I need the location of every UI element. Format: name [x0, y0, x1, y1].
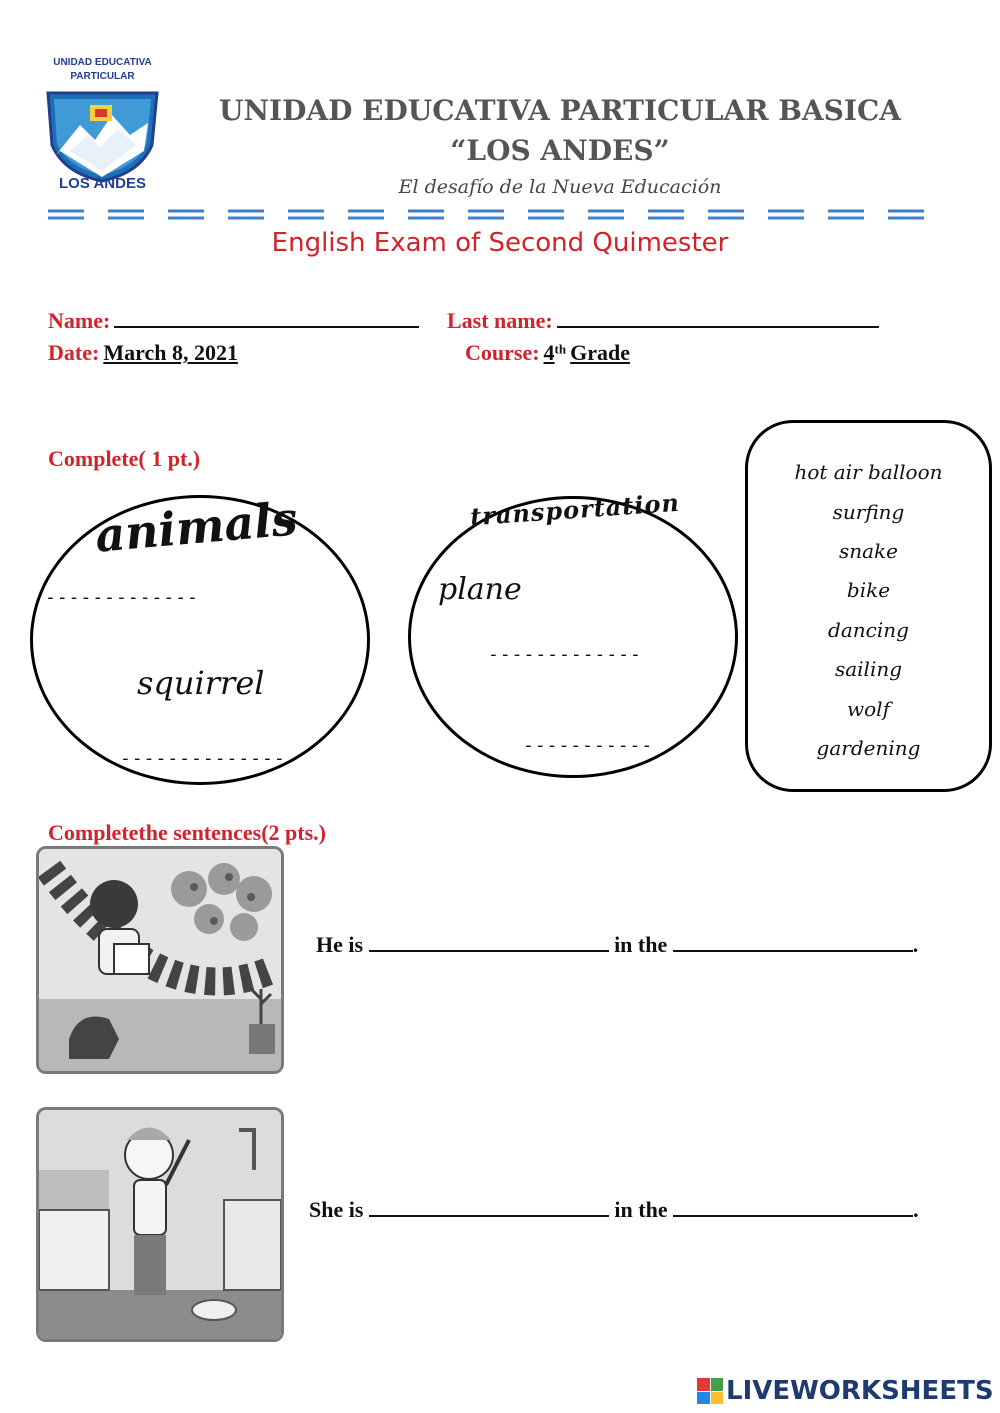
sentence-2-middle: in the — [614, 1197, 668, 1222]
animals-blank-2[interactable]: -------------- — [120, 748, 286, 769]
name-input[interactable] — [114, 306, 419, 328]
animals-title: animals — [93, 491, 300, 563]
sentence-1-start: He is — [316, 932, 364, 957]
word-bank-item: snake — [838, 539, 899, 563]
transportation-word: plane — [438, 572, 522, 607]
last-name-row — [447, 306, 879, 334]
boy-garden-picture — [36, 846, 284, 1074]
animals-blank-1[interactable]: ------------- — [45, 587, 199, 608]
brand-badge-icon — [697, 1378, 723, 1404]
animals-word: squirrel — [137, 664, 265, 702]
sentence-2 — [309, 1193, 919, 1223]
sentence-1-middle: in the — [614, 932, 668, 957]
transportation-blank-2[interactable]: ----------- — [523, 735, 654, 756]
word-bank-item: bike — [846, 578, 891, 602]
date-value: March 8, 2021 — [103, 340, 238, 365]
girl-bathroom-picture — [36, 1107, 284, 1342]
school-name-line1: UNIDAD EDUCATIVA PARTICULAR BASICA — [219, 94, 901, 127]
course-number: 4 — [543, 340, 555, 365]
course-suffix: th — [554, 341, 567, 357]
school-motto: El desafío de la Nueva Educación — [398, 176, 722, 198]
boy-hammock-illustration-icon — [39, 849, 281, 1071]
word-bank-item: dancing — [828, 618, 909, 642]
exam-title: English Exam of Second Quimester — [271, 228, 729, 258]
word-bank-item: wolf — [847, 697, 890, 721]
header-divider — [48, 207, 968, 223]
word-bank-item: hot air balloon — [794, 460, 943, 484]
date-row — [48, 340, 238, 366]
course-row — [465, 340, 630, 366]
logo-top-text-1: UNIDAD EDUCATIVA — [53, 57, 152, 68]
name-label: Name: — [48, 308, 111, 333]
transportation-blank-1[interactable]: ------------- — [488, 644, 642, 665]
sentence-1-end: . — [912, 932, 919, 957]
sentence-2-end: . — [913, 1197, 919, 1222]
word-bank-item: gardening — [816, 736, 921, 760]
logo-bottom-text: LOS ANDES — [59, 175, 146, 192]
logo-shield-icon — [40, 85, 165, 185]
date-label: Date: — [48, 340, 100, 365]
liveworksheets-brand[interactable] — [697, 1375, 994, 1407]
name-row — [48, 306, 419, 334]
sentence-2-blank-2[interactable] — [673, 1193, 913, 1217]
school-name-line2: “LOS ANDES” — [450, 134, 670, 167]
sentence-1 — [316, 928, 918, 958]
brand-text: LIVEWORKSHEETS — [726, 1376, 994, 1406]
last-name-input[interactable] — [557, 306, 879, 328]
girl-singing-illustration-icon — [39, 1110, 281, 1339]
sentence-1-blank-1[interactable] — [369, 928, 609, 952]
course-label: Course: — [465, 340, 540, 365]
section1-heading: Complete( 1 pt.) — [48, 446, 201, 471]
word-bank-item: surfing — [832, 500, 905, 524]
transportation-title: transportation — [469, 487, 681, 532]
last-name-label: Last name: — [447, 308, 553, 333]
sentence-1-blank-2[interactable] — [673, 928, 913, 952]
logo-top-text-2: PARTICULAR — [70, 71, 135, 82]
word-bank — [745, 420, 992, 792]
school-logo — [40, 55, 165, 195]
word-bank-item: sailing — [834, 657, 903, 681]
section2-heading: Completethe sentences(2 pts.) — [48, 820, 326, 845]
sentence-2-start: She is — [309, 1197, 364, 1222]
sentence-2-blank-1[interactable] — [369, 1193, 609, 1217]
course-value: Grade — [570, 340, 630, 365]
